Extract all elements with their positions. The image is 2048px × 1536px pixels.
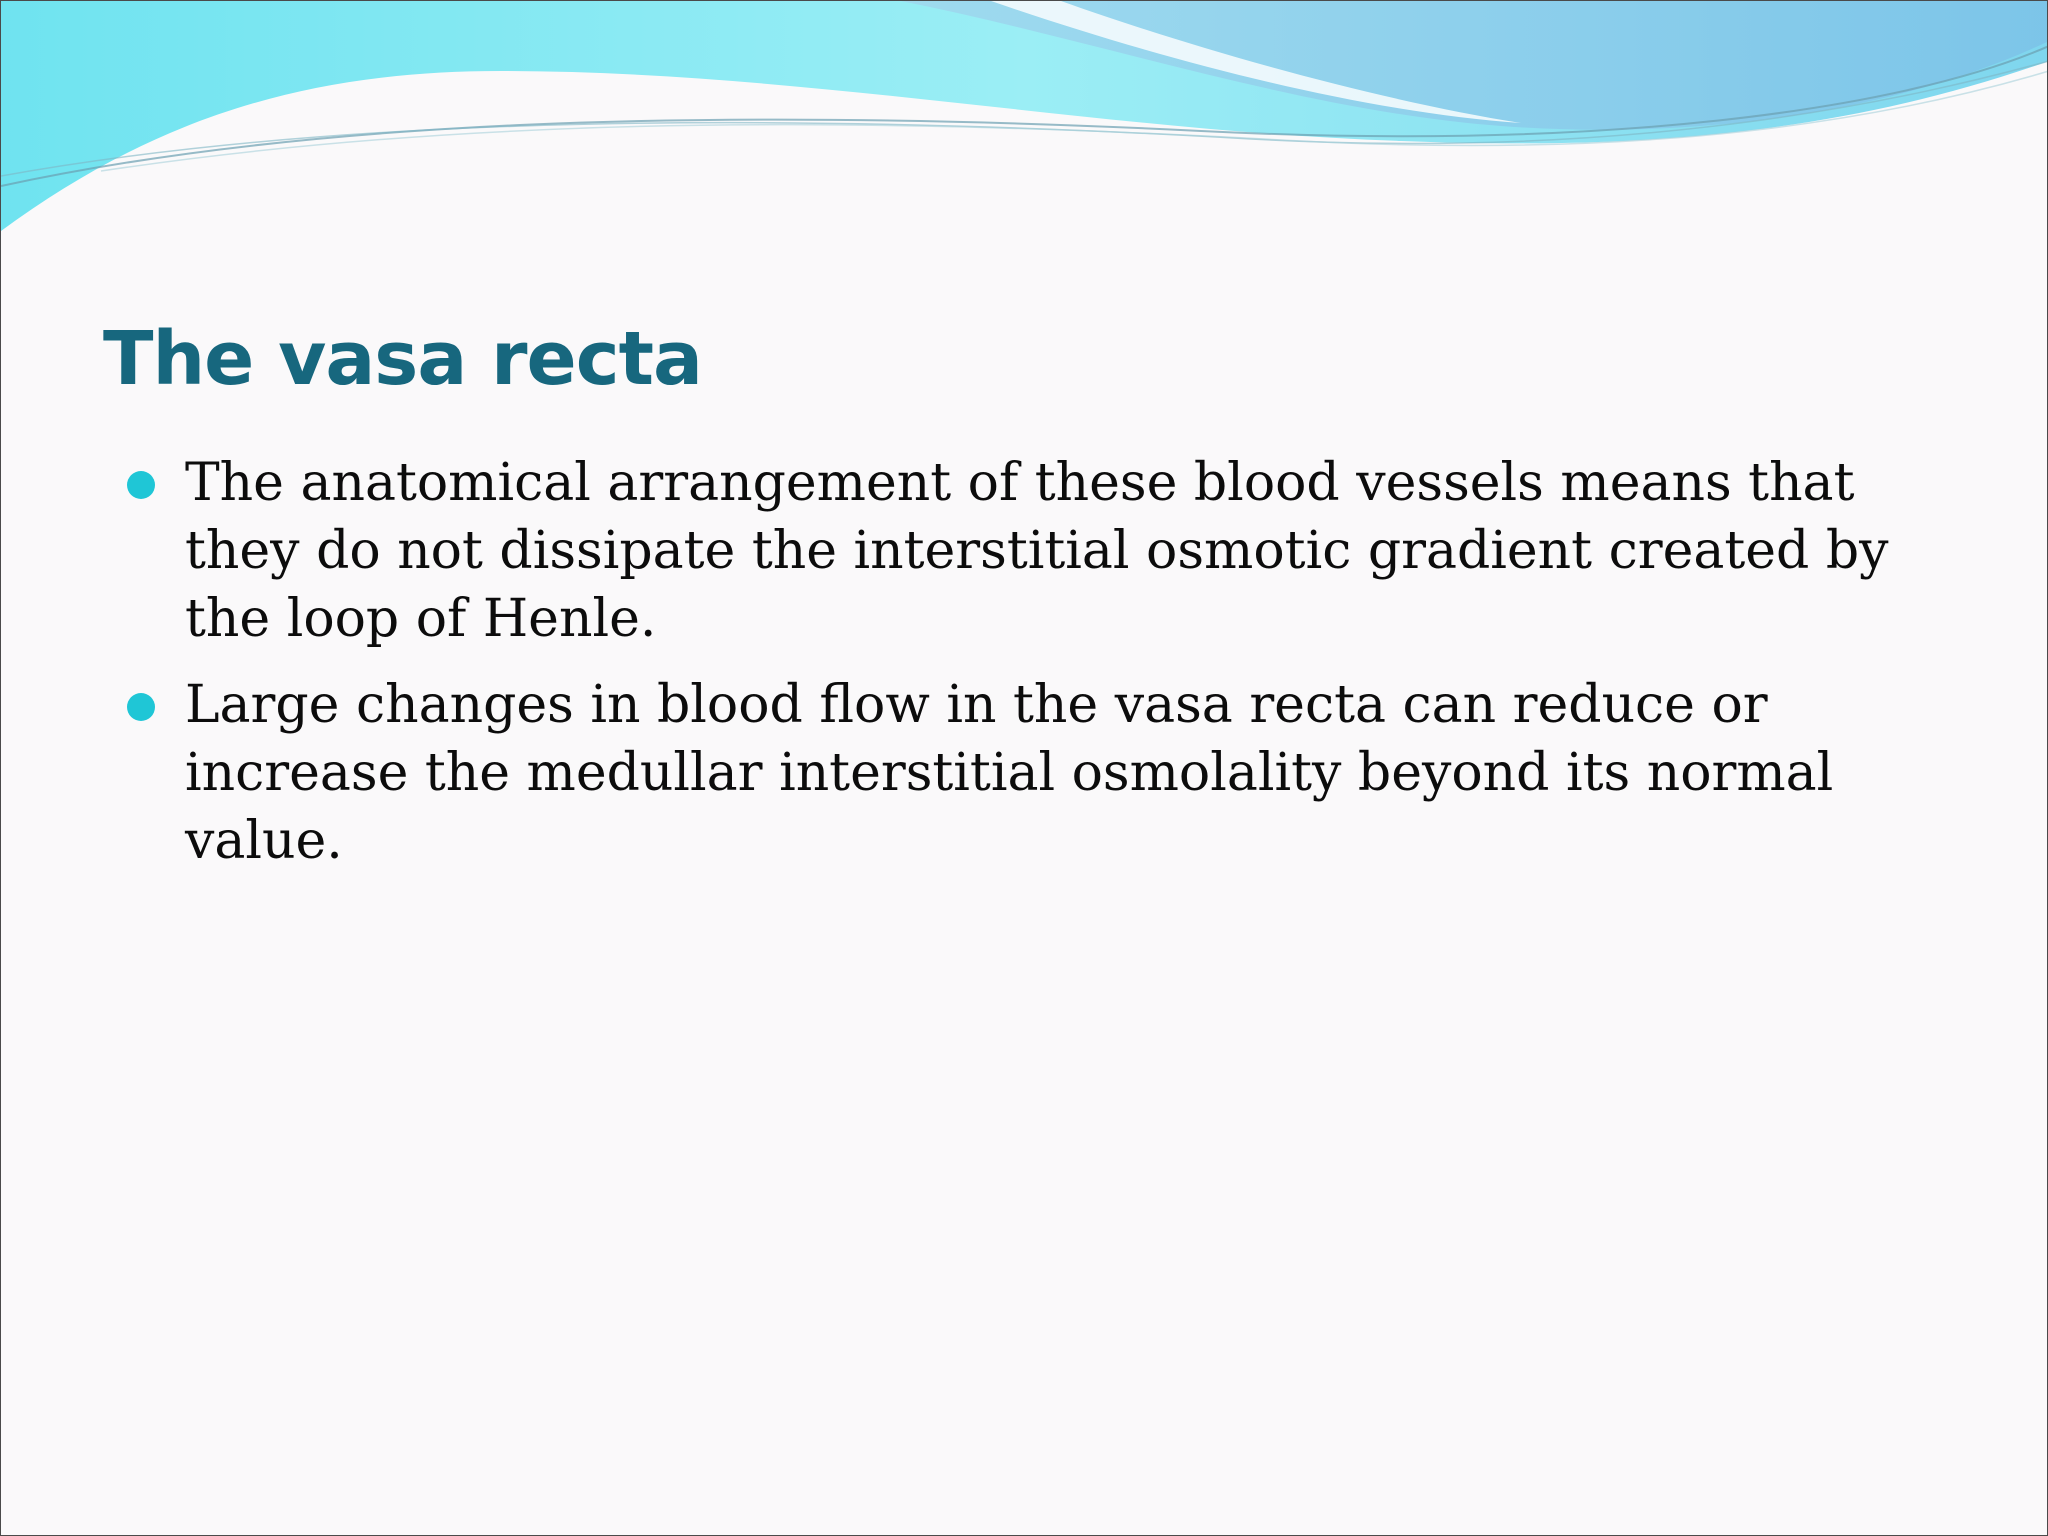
bullet-list <box>127 449 1917 893</box>
slide-title: The vasa recta <box>103 316 702 402</box>
list-item <box>127 449 1917 653</box>
bullet-dot-icon <box>127 693 155 721</box>
bullet-dot-icon <box>127 471 155 499</box>
bullet-text: The anatomical arrangement of these blood vessels means that they do not dissipate the interstitial osmotic gradient created by the loop of Henle. <box>185 453 1889 649</box>
bullet-text: Large changes in blood flow in the vasa recta can reduce or increase the medullar interstitial osmolality beyond its normal value. <box>185 675 1834 871</box>
header-wave-decoration <box>1 1 2048 241</box>
list-item <box>127 671 1917 875</box>
